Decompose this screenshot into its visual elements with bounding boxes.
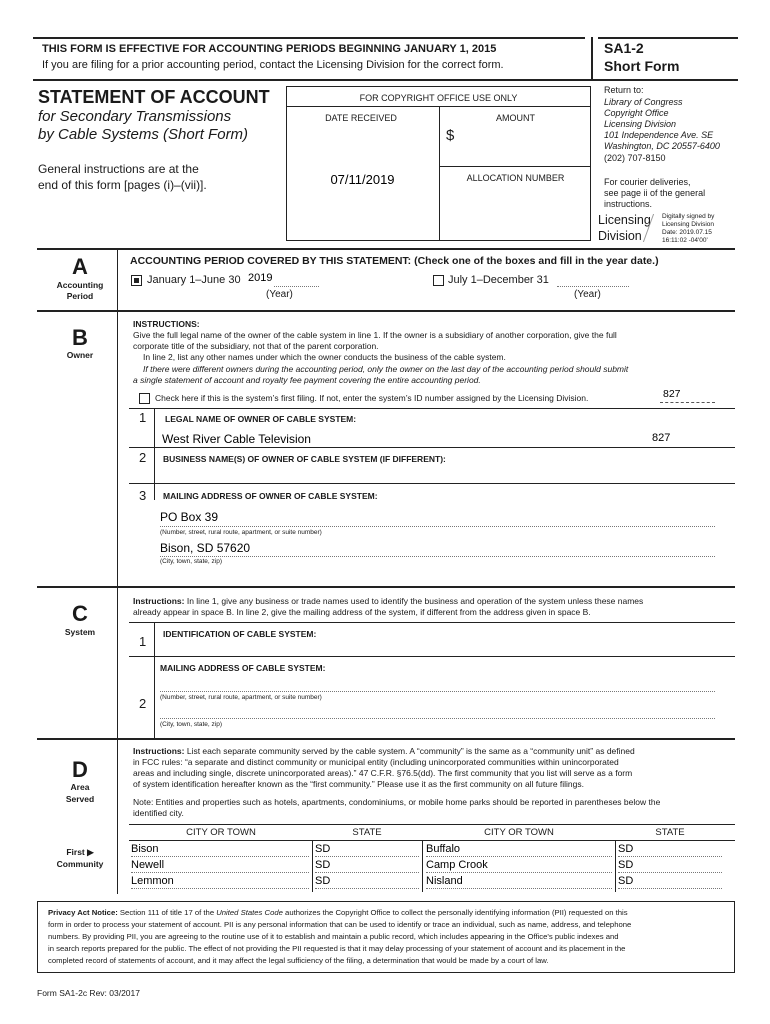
signature-name-2: Division bbox=[598, 229, 642, 243]
privacy-notice-1a: Section 111 of title 17 of the bbox=[117, 908, 217, 917]
community-left-state-1[interactable]: SD bbox=[315, 843, 331, 855]
col-state-left: STATE bbox=[352, 827, 382, 838]
date-received-label: DATE RECEIVED bbox=[325, 113, 397, 123]
section-c-name: System bbox=[64, 627, 96, 637]
allocation-number-label: ALLOCATION NUMBER bbox=[466, 173, 565, 183]
system-street-caption: (Number, street, rural route, apartment, or suite number) bbox=[160, 694, 322, 701]
section-b-side bbox=[117, 310, 118, 586]
system-identification-label: IDENTIFICATION OF CABLE SYSTEM: bbox=[163, 629, 317, 639]
section-d-instructions-text: List each separate community served by the cable system. A “community” is the same as a “community unit” as defined bbox=[184, 746, 635, 756]
july-dec-label: July 1–December 31 bbox=[448, 274, 549, 286]
return-to-label: Return to: bbox=[604, 85, 644, 95]
section-d-note-1: Note: Entities and properties such as hotels, apartments, condominiums, or mobile home parks should be reported in parentheses below the bbox=[133, 797, 661, 807]
courier-line-3: instructions. bbox=[604, 199, 653, 209]
community-left-city-3-line bbox=[131, 888, 309, 889]
statement-subtitle-1: for Secondary Transmissions bbox=[38, 108, 232, 125]
community-table-top bbox=[129, 824, 735, 825]
jan-june-year[interactable]: 2019 bbox=[248, 272, 273, 284]
line-2-rule-top bbox=[129, 447, 735, 448]
community-left-state-1-line bbox=[315, 856, 419, 857]
community-left-city-1[interactable]: Bison bbox=[131, 843, 159, 855]
return-to-line-4: 101 Independence Ave. SE bbox=[604, 130, 714, 140]
first-filing-label: Check here if this is the system’s first filing. If not, enter the system’s ID number assigned by the Licensing Division. bbox=[155, 393, 589, 403]
community-left-state-2-line bbox=[315, 872, 419, 873]
line-3-rule-top bbox=[129, 483, 735, 484]
community-div-2 bbox=[422, 840, 423, 892]
community-left-state-3[interactable]: SD bbox=[315, 875, 331, 887]
col-city-right: CITY OR TOWN bbox=[484, 827, 554, 838]
form-id: SA1-2 bbox=[604, 40, 644, 56]
section-c-letter: C bbox=[72, 601, 88, 626]
section-a-name-2: Period bbox=[66, 291, 94, 301]
privacy-notice-line-3: numbers. By providing PII, you are agreeing to the routine use of it to establish and maintain a public record, which includes appearing in the Office's public indexes and bbox=[48, 932, 619, 941]
col-city-left: CITY OR TOWN bbox=[186, 827, 256, 838]
section-c-instructions-bold: Instructions: bbox=[133, 596, 185, 606]
section-d-instructions-4: of system identification hereafter known as the “first community.” Please use it as the first community on all future filings. bbox=[133, 779, 585, 789]
privacy-notice-line-1 bbox=[48, 908, 628, 918]
signature-name-1: Licensing bbox=[598, 213, 651, 227]
header-top-rule bbox=[33, 37, 585, 39]
signature-stamp-3: Date: 2019.07.15 bbox=[662, 229, 712, 236]
section-c-instructions-2: already appear in space B. In line 2, give the mailing address of the system, if different from the address given in space B. bbox=[133, 607, 591, 617]
general-instructions-2: end of this form [pages (i)–(vii)]. bbox=[38, 178, 207, 192]
section-d-name-1: Area bbox=[70, 782, 90, 792]
community-right-state-1-line bbox=[618, 856, 722, 857]
section-d-top-rule bbox=[37, 738, 735, 740]
community-left-city-3[interactable]: Lemmon bbox=[131, 875, 174, 887]
community-right-state-1[interactable]: SD bbox=[618, 843, 634, 855]
owner-line-1-number: 1 bbox=[139, 410, 147, 425]
jan-june-year-caption: (Year) bbox=[266, 289, 293, 300]
section-c-instructions-text: In line 1, give any business or trade names used to identify the business and operation of the system unless these names bbox=[184, 596, 644, 606]
section-d-instructions-2: in FCC rules: “a separate and distinct community or municipal entity (including unincorporated communities within unincorporated bbox=[133, 757, 619, 767]
jan-june-label: January 1–June 30 bbox=[147, 274, 241, 286]
community-label: Community bbox=[56, 859, 104, 869]
signature-stamp-1: Digitally signed by bbox=[662, 213, 715, 220]
amount-dollar: $ bbox=[446, 127, 455, 144]
effective-notice: THIS FORM IS EFFECTIVE FOR ACCOUNTING PERIODS BEGINNING JANUARY 1, 2015 bbox=[42, 43, 497, 55]
section-d-side bbox=[117, 738, 118, 894]
system-line-num-divider bbox=[154, 622, 155, 738]
statement-subtitle-2: by Cable Systems (Short Form) bbox=[38, 126, 249, 143]
system-id-line bbox=[660, 402, 715, 403]
section-a-side bbox=[117, 248, 118, 310]
system-street-line bbox=[160, 691, 715, 692]
section-d-name-2: Served bbox=[65, 794, 95, 804]
date-received-value[interactable]: 07/11/2019 bbox=[330, 172, 395, 187]
july-dec-checkbox[interactable] bbox=[433, 275, 444, 286]
first-filing-checkbox[interactable] bbox=[139, 393, 150, 404]
section-a-top-rule bbox=[37, 248, 735, 250]
community-div-1 bbox=[312, 840, 313, 892]
community-header-rule bbox=[129, 840, 735, 841]
privacy-notice-1b: authorizes the Copyright Office to collect the personally identifying information (PII) requested on this bbox=[282, 908, 628, 917]
business-names-label: BUSINESS NAME(S) OF OWNER OF CABLE SYSTEM (IF DIFFERENT): bbox=[163, 454, 446, 464]
community-right-state-2[interactable]: SD bbox=[618, 859, 634, 871]
accounting-period-heading: ACCOUNTING PERIOD COVERED BY THIS STATEMENT: (Check one of the boxes and fill in the year date.) bbox=[130, 255, 659, 267]
signature-stamp-2: Licensing Division bbox=[662, 221, 715, 228]
jan-june-checkbox[interactable] bbox=[131, 275, 142, 286]
section-b-instructions-5: a single statement of account and royalty fee payment covering the entire accounting period. bbox=[133, 375, 481, 385]
owner-line-2-number: 2 bbox=[139, 450, 147, 465]
owner-city-line bbox=[160, 556, 715, 557]
community-left-city-2[interactable]: Newell bbox=[131, 859, 165, 871]
section-d-instructions-bold: Instructions: bbox=[133, 746, 185, 756]
form-name: Short Form bbox=[604, 58, 680, 74]
header-top-rule-right bbox=[598, 37, 738, 39]
privacy-notice-line-4: in search reports prepared for the public. The effect of not providing the PII requested is that it may delay processing of your statement of account and its placement in the bbox=[48, 944, 626, 953]
community-right-city-2[interactable]: Camp Crook bbox=[426, 859, 488, 871]
section-b-instructions-2: corporate title of the subsidiary, not that of the parent corporation. bbox=[133, 341, 379, 351]
community-right-state-3[interactable]: SD bbox=[618, 875, 634, 887]
section-b-top-rule bbox=[37, 310, 735, 312]
general-instructions-1: General instructions are at the bbox=[38, 162, 199, 176]
section-d-note-2: identified city. bbox=[133, 808, 184, 818]
section-d-letter: D bbox=[72, 757, 88, 782]
signature-stamp-4: 16:11:02 -04'00' bbox=[662, 237, 708, 244]
community-left-city-1-line bbox=[131, 856, 309, 857]
community-right-city-1-line bbox=[426, 856, 612, 857]
office-use-heading: FOR COPYRIGHT OFFICE USE ONLY bbox=[359, 93, 518, 103]
community-right-state-3-line bbox=[618, 888, 722, 889]
owner-line-3-number: 3 bbox=[139, 488, 147, 503]
system-mailing-address-label: MAILING ADDRESS OF CABLE SYSTEM: bbox=[160, 663, 326, 673]
privacy-notice-bold: Privacy Act Notice: bbox=[48, 908, 118, 917]
owner-city-caption: (City, town, state, zip) bbox=[160, 558, 223, 565]
section-b-instructions-4: If there were different owners during the accounting period, only the owner on the last day of the accounting period should submit bbox=[143, 364, 629, 374]
system-line-2-number: 2 bbox=[139, 696, 147, 711]
return-to-line-1: Library of Congress bbox=[604, 97, 683, 107]
section-c-side bbox=[117, 586, 118, 738]
owner-city[interactable]: Bison, SD 57620 bbox=[160, 541, 251, 555]
section-d-instructions-3: areas and including single, discrete unincorporated areas).” 47 C.F.R. §76.5(dd). The first community that you list will serve as a form bbox=[133, 768, 633, 778]
section-b-letter: B bbox=[72, 325, 88, 350]
section-a-name-1: Accounting bbox=[56, 280, 104, 290]
courier-line-2: see page ii of the general bbox=[604, 188, 706, 198]
prior-period-notice: If you are filing for a prior accounting period, contact the Licensing Division for the correct form. bbox=[42, 59, 504, 71]
return-to-line-3: Licensing Division bbox=[604, 119, 677, 129]
return-to-line-5: Washington, DC 20557-6400 bbox=[604, 141, 720, 151]
owner-mailing-address-label: MAILING ADDRESS OF OWNER OF CABLE SYSTEM: bbox=[163, 491, 378, 501]
section-d-instructions-1 bbox=[133, 746, 635, 757]
owner-legal-name-label: LEGAL NAME OF OWNER OF CABLE SYSTEM: bbox=[165, 414, 357, 424]
header-divider bbox=[591, 37, 593, 79]
community-left-state-2[interactable]: SD bbox=[315, 859, 331, 871]
section-b-instructions-3: In line 2, list any other names under which the owner conducts the business of the cable system. bbox=[143, 352, 506, 362]
header-bottom-rule bbox=[33, 79, 738, 81]
system-city-caption: (City, town, state, zip) bbox=[160, 721, 223, 728]
system-line-1-rule bbox=[129, 622, 735, 623]
july-dec-year-caption: (Year) bbox=[574, 289, 601, 300]
owner-legal-name[interactable]: West River Cable Television bbox=[162, 432, 311, 446]
community-right-state-2-line bbox=[618, 872, 722, 873]
jan-june-year-line bbox=[274, 286, 319, 287]
system-line-1-number: 1 bbox=[139, 634, 147, 649]
owner-system-id[interactable]: 827 bbox=[652, 432, 671, 444]
community-div-3 bbox=[615, 840, 616, 892]
owner-street-line bbox=[160, 526, 715, 527]
statement-title: STATEMENT OF ACCOUNT bbox=[38, 87, 270, 107]
privacy-notice-1i: United States Code bbox=[216, 908, 283, 917]
community-right-city-3[interactable]: Nisland bbox=[426, 875, 463, 887]
july-dec-year-line bbox=[557, 286, 629, 287]
courier-line-1: For courier deliveries, bbox=[604, 177, 691, 187]
amount-label: AMOUNT bbox=[496, 113, 535, 123]
owner-street[interactable]: PO Box 39 bbox=[160, 510, 219, 524]
section-c-instructions-1 bbox=[133, 596, 643, 607]
line-1-num-divider bbox=[154, 408, 155, 500]
community-right-city-1[interactable]: Buffalo bbox=[426, 843, 461, 855]
form-revision: Form SA1-2c Rev: 03/2017 bbox=[37, 988, 140, 998]
amount-rule bbox=[439, 166, 591, 167]
section-b-instructions-1: Give the full legal name of the owner of the cable system in line 1. If the owner is a subsidiary of another corporation, give the full bbox=[133, 330, 617, 340]
system-id-value[interactable]: 827 bbox=[663, 388, 681, 400]
system-city-line bbox=[160, 718, 715, 719]
return-to-phone: (202) 707-8150 bbox=[604, 153, 666, 163]
first-community-label: First ▶ bbox=[66, 847, 94, 857]
community-right-city-3-line bbox=[426, 888, 612, 889]
privacy-notice-line-5: completed record of statements of account, and it may affect the legal sufficiency of the filing, a determination that would be made by a court of law. bbox=[48, 956, 549, 965]
owner-street-caption: (Number, street, rural route, apartment, or suite number) bbox=[160, 529, 322, 536]
community-right-city-2-line bbox=[426, 872, 612, 873]
section-b-name: Owner bbox=[66, 350, 94, 360]
community-left-state-3-line bbox=[315, 888, 419, 889]
section-b-instructions-heading: INSTRUCTIONS: bbox=[133, 319, 200, 329]
community-left-city-2-line bbox=[131, 872, 309, 873]
system-line-2-rule bbox=[129, 656, 735, 657]
section-a-letter: A bbox=[72, 254, 88, 279]
return-to-line-2: Copyright Office bbox=[604, 108, 669, 118]
col-state-right: STATE bbox=[655, 827, 685, 838]
section-c-top-rule bbox=[37, 586, 735, 588]
privacy-notice-line-2: form in order to process your statement of account. PII is any personal information that can be used to identify or trace an individual, such as name, address, and telephone bbox=[48, 920, 632, 929]
line-1-rule-top bbox=[129, 408, 735, 409]
